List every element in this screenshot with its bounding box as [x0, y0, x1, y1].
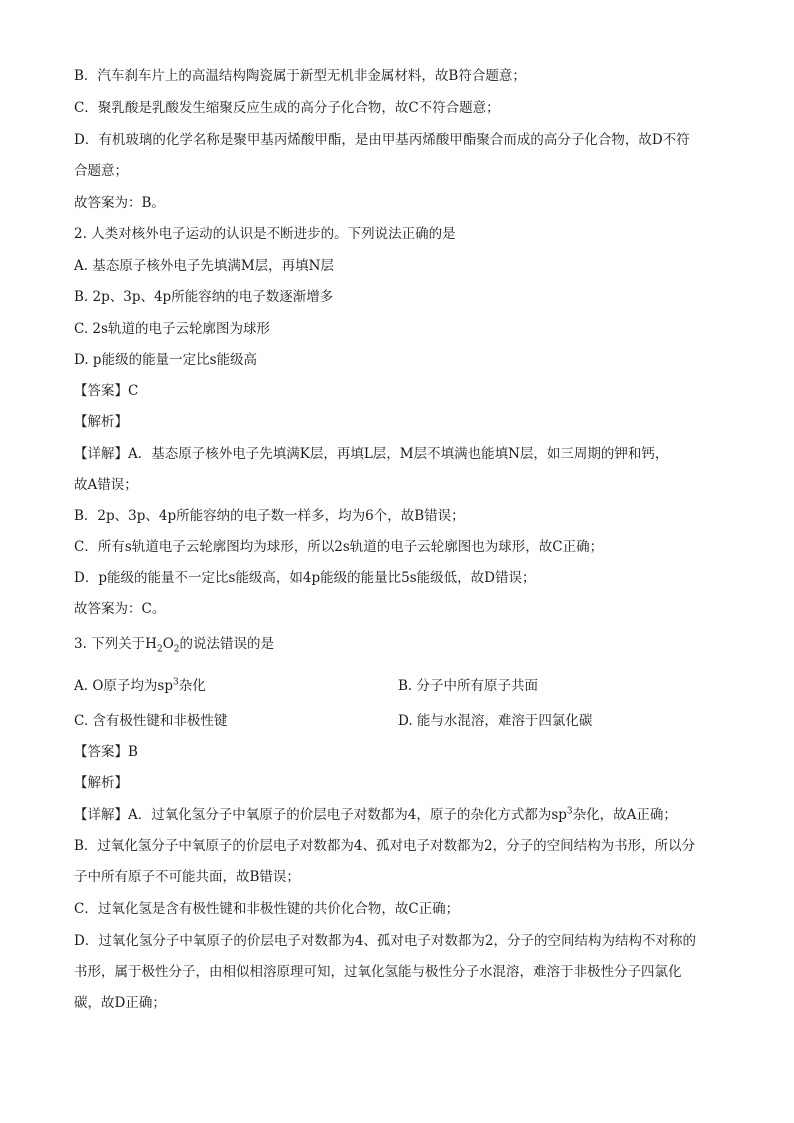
q3-detail-a: 【详解】A．过氧化氢分子中氧原子的价层电子对数都为4，原子的杂化方式都为$sp^3$杂化，故A正确； — [74, 806, 677, 823]
q3-detail-d-line2: 书形，属于极性分子，由相似相溶原理可知，过氧化氢能与极性分子水混溶，难溶于非极性分子四氯化 — [74, 964, 682, 980]
q3-stem: 3. 下列关于$H_2O_2$的说法错误的是 — [74, 636, 274, 655]
q2-detail-a-line2: 故A错误； — [74, 477, 138, 493]
q1-explanation-d-line1: D．有机玻璃的化学名称是聚甲基丙烯酸甲酯，是由甲基丙烯酸甲酯聚合而成的高分子化合物，故D不符 — [74, 132, 690, 148]
q3-detail-d-line1: D．过氧化氢分子中氧原子的价层电子对数都为4、孤对电子对数都为2，分子的空间结构为结构不对称的 — [74, 933, 697, 949]
q2-option-b: B. 2p、3p、4p所能容纳的电子数逐渐增多 — [74, 289, 334, 305]
answer-label: 【答案】 — [74, 383, 128, 399]
answer-label: 【答案】 — [74, 744, 128, 760]
q2-answer — [74, 381, 724, 401]
q2-option-c: C. 2s轨道的电子云轮廓图为球形 — [74, 321, 270, 337]
q2-final-answer: 故答案为：C。 — [74, 601, 166, 617]
q3-option-d: D. 能与水混溶，难溶于四氯化碳 — [398, 713, 593, 729]
q1-final-answer: 故答案为：B。 — [74, 195, 165, 211]
h2o2-formula: $H_2O_2$ — [145, 636, 180, 655]
q3-detail-b-line1: B．过氧化氢分子中氧原子的价层电子对数都为4、孤对电子对数都为2，分子的空间结构为书形，所以分 — [74, 838, 696, 854]
q3-option-b: B. 分子中所有原子共面 — [398, 678, 539, 694]
q1-explanation-c: C．聚乳酸是乳酸发生缩聚反应生成的高分子化合物，故C不符合题意； — [74, 100, 500, 116]
q1-explanation-b: B．汽车刹车片上的高温结构陶瓷属于新型无机非金属材料，故B符合题意； — [74, 68, 526, 84]
q3-detail-d-line3: 碳，故D正确； — [74, 995, 166, 1011]
q3-detail-b-line2: 子中所有原子不可能共面，故B错误； — [74, 869, 300, 885]
q1-explanation-d-line2: 合题意； — [74, 163, 128, 179]
q3-detail-c: C．过氧化氢是含有极性键和非极性键的共价化合物，故C正确； — [74, 901, 460, 917]
q3-analysis-label: 【解析】 — [74, 775, 128, 791]
q2-option-d: D. p能级的能量一定比s能级高 — [74, 352, 257, 368]
q2-analysis-label: 【解析】 — [74, 414, 128, 430]
q2-detail-a-line1: 【详解】A．基态原子核外电子先填满K层，再填L层，M层不填满也能填N层，如三周期的钾和钙， — [74, 446, 669, 462]
q2-detail-c: C．所有s轨道电子云轮廓图均为球形，所以2s轨道的电子云轮廓图也为球形，故C正确； — [74, 539, 604, 555]
q3-option-a: A. O原子均为$sp^3$杂化 — [74, 677, 206, 694]
q3-option-c: C. 含有极性键和非极性键 — [74, 713, 228, 729]
answer-value: C — [128, 383, 139, 399]
q2-detail-b: B．2p、3p、4p所能容纳的电子数一样多，均为6个，故B错误； — [74, 508, 465, 524]
q3-answer — [74, 742, 724, 762]
answer-value: B — [128, 744, 138, 760]
q2-detail-d: D．p能级的能量不一定比s能级高，如4p能级的能量比5s能级低，故D错误； — [74, 570, 536, 586]
q2-option-a: A. 基态原子核外电子先填满M层，再填N层 — [74, 258, 334, 274]
q2-stem: 2. 人类对核外电子运动的认识是不断进步的。下列说法正确的是 — [74, 226, 456, 242]
